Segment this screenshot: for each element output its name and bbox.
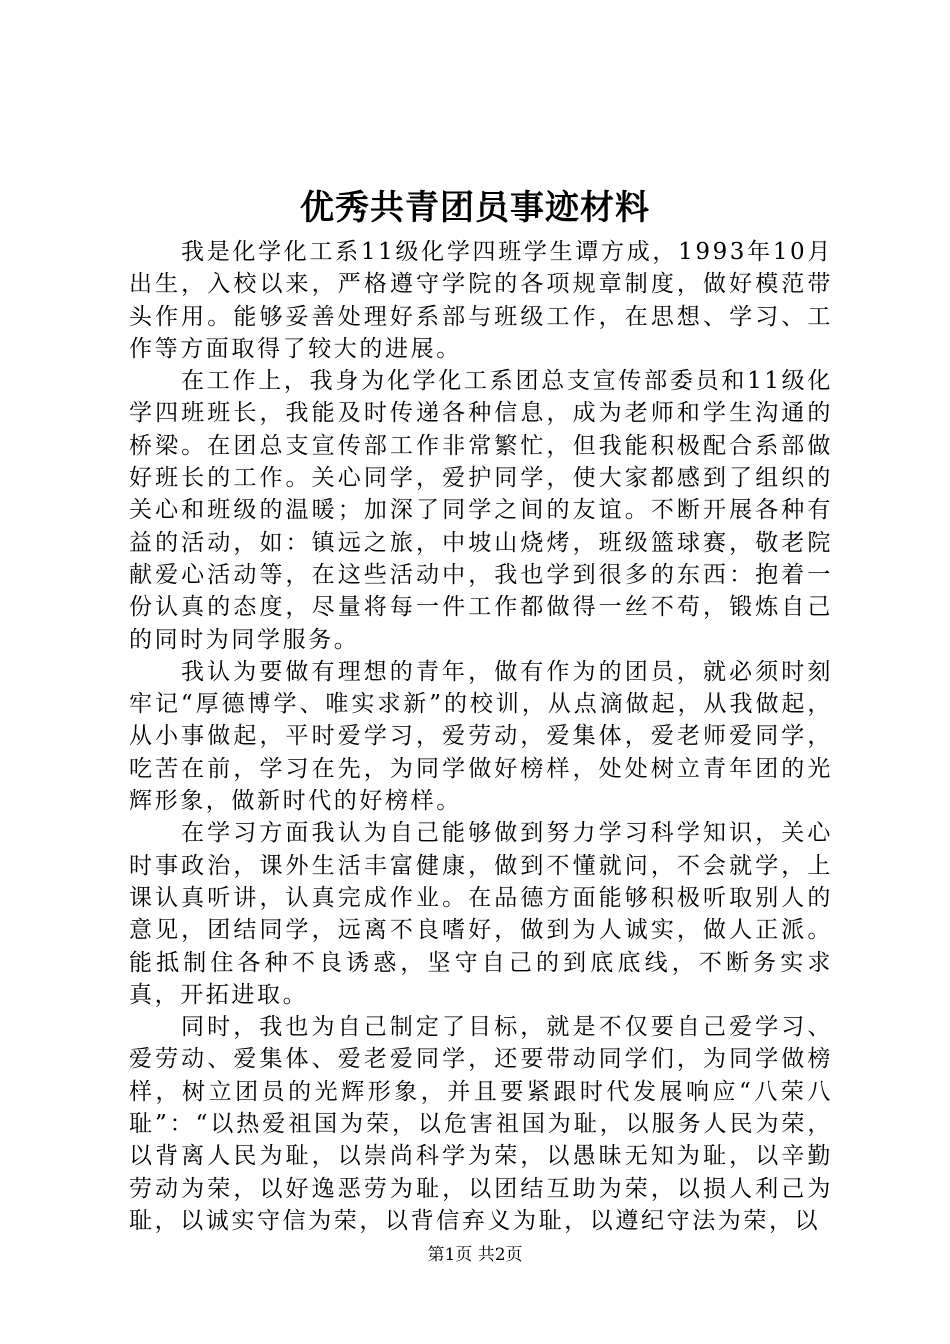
document-title: 优秀共青团员事迹材料 <box>300 188 650 228</box>
paragraph-1: 我是化学化工系11级化学四班学生谭方成，1993年10月出生，入校以来，严格遵守学院的各项规章制度，做好模范带头作用。能够妥善处理好系部与班级工作，在思想、学习、工作等方面取得了较大的进展。 <box>129 239 833 362</box>
paragraph-2: 在工作上，我身为化学化工系团总支宣传部委员和11级化学四班班长，我能及时传递各种信息，成为老师和学生沟通的桥梁。在团总支宣传部工作非常繁忙，但我能积极配合系部做好班长的工作。关心同学，爱护同学，使大家都感到了组织的关心和班级的温暖；加深了同学之间的友谊。不断开展各种有益的活动，如：镇远之旅，中坡山烧烤，班级篮球赛，敬老院献爱心活动等，在这些活动中，我也学到很多的东西：抱着一份认真的态度，尽量将每一件工作都做得一丝不苟，锻炼自己的同时为同学服务。 <box>129 368 833 653</box>
paragraph-4: 在学习方面我认为自己能够做到努力学习科学知识，关心时事政治，课外生活丰富健康，做到不懂就问，不会就学，上课认真听讲，认真完成作业。在品德方面能够积极听取别人的意见，团结同学，远离不良嗜好，做到为人诚实，做人正派。能抵制住各种不良诱惑，坚守自己的到底底线，不断务实求真，开拓进取。 <box>129 820 833 1008</box>
page-footer: 第1页 共2页 <box>427 1245 523 1265</box>
paragraph-5: 同时，我也为自己制定了目标，就是不仅要自己爱学习、爱劳动、爱集体、爱老爱同学，还要带动同学们，为同学做榜样，树立团员的光辉形象，并且要紧跟时代发展响应“八荣八耻”：“以热爱祖国为荣，以危害祖国为耻，以服务人民为荣，以背离人民为耻，以崇尚科学为荣，以愚昧无知为耻，以辛勤劳动为荣，以好逸恶劳为耻，以团结互助为荣，以损人利己为耻，以诚实守信为荣，以背信弃义为耻，以遵纪守法为荣，以 <box>129 1014 833 1234</box>
paragraph-3: 我认为要做有理想的青年，做有作为的团员，就必须时刻牢记“厚德博学、唯实求新”的校训，从点滴做起，从我做起，从小事做起，平时爱学习，爱劳动，爱集体，爱老师爱同学，吃苦在前，学习在先，为同学做好榜样，处处树立青年团的光辉形象，做新时代的好榜样。 <box>129 658 833 815</box>
document-body <box>129 236 833 1237</box>
